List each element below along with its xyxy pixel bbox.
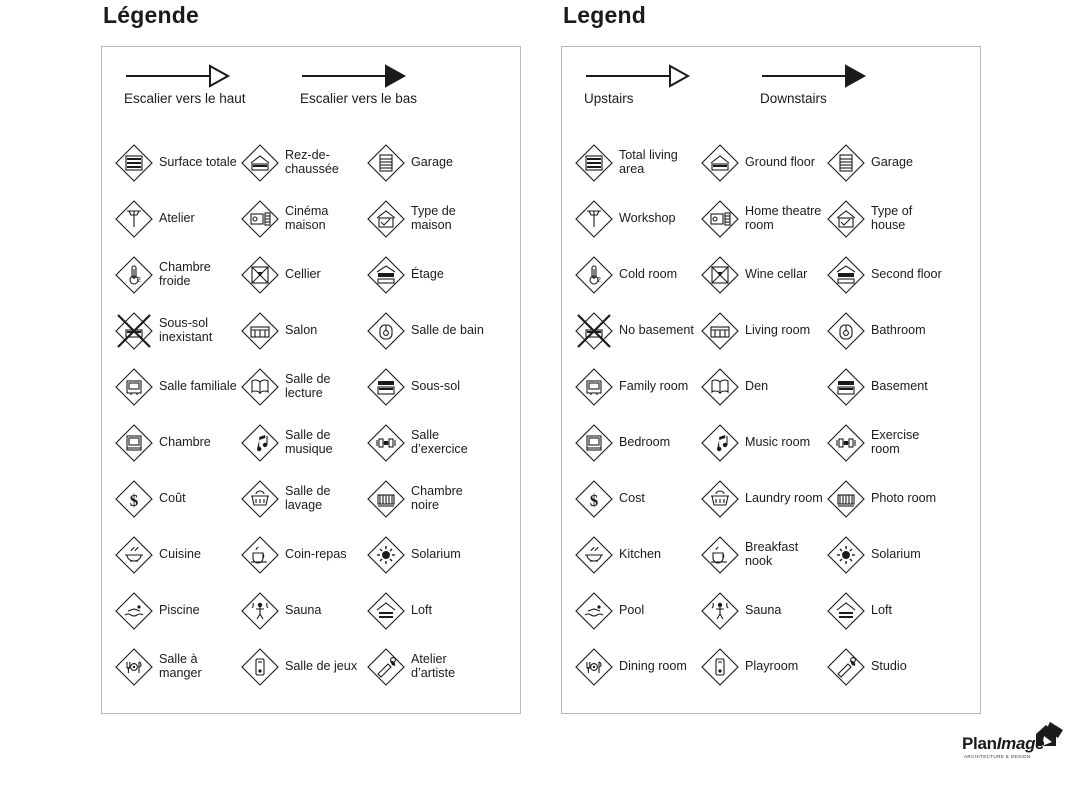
legend-item-label: Sauna [285,603,322,618]
loft-icon-wrapper [826,591,866,631]
legend-item [826,583,952,639]
legend-item-label: Bedroom [619,435,671,450]
legend-item [700,359,826,415]
pool-icon-wrapper [574,591,614,631]
legend-item [366,135,492,191]
legend-item-label: Basement [871,379,928,394]
studio-icon [366,647,406,687]
legend-item-label: Wine cellar [745,267,808,282]
ground-floor-icon [700,143,740,183]
legend-item-label: Salle de musique [285,428,333,456]
legend-item-label: No basement [619,323,694,338]
cost-icon-wrapper [574,479,614,519]
legend-item [240,247,366,303]
no-basement-icon [114,311,154,351]
music-room-icon [700,423,740,463]
svg-text:2: 2 [597,277,601,284]
wine-cellar-icon-wrapper [700,255,740,295]
home-theatre-icon-wrapper [700,199,740,239]
legend-item-label: Salle d’exercice [411,428,468,456]
legend-item-label: Cuisine [159,547,201,562]
legend-item-label: Photo room [871,491,937,506]
kitchen-icon [574,535,614,575]
legend-item [240,583,366,639]
home-theatre-icon [700,199,740,239]
legend-item-label: Breakfast nook [745,540,799,568]
legend-item [240,527,366,583]
wine-cellar-icon-wrapper [240,255,280,295]
cost-icon [114,479,154,519]
solarium-icon [366,535,406,575]
legend-item-label: Music room [745,435,811,450]
home-theatre-icon-wrapper [240,199,280,239]
arrow-up-stairs-outline-icon [124,63,234,89]
studio-icon [826,647,866,687]
kitchen-icon-wrapper [114,535,154,575]
breakfast-nook-icon-wrapper [700,535,740,575]
legend-item [574,415,700,471]
legend-item-label: Total living area [619,148,678,176]
legend-item [240,639,366,695]
solarium-icon [826,535,866,575]
legend-item [114,583,240,639]
stair-downstairs-en [760,63,930,106]
type-of-house-icon [366,199,406,239]
sauna-icon [240,591,280,631]
legend-panel-en [561,46,981,714]
legend-item [700,135,826,191]
exercise-room-icon [826,423,866,463]
exercise-room-icon-wrapper [826,423,866,463]
laundry-room-icon [240,479,280,519]
second-floor-icon [366,255,406,295]
cost-icon-wrapper [114,479,154,519]
legend-item-label: Coin-repas [285,547,347,562]
legend-item [700,191,826,247]
legend-item-label: Salle de jeux [285,659,358,674]
legend-item [574,527,700,583]
kitchen-icon [114,535,154,575]
garage-icon-wrapper [366,143,406,183]
dining-room-icon-wrapper [574,647,614,687]
legend-grid-en [574,135,970,695]
total-living-area-icon [574,143,614,183]
family-room-icon-wrapper [114,367,154,407]
wine-cellar-icon [700,255,740,295]
legend-item-label: Kitchen [619,547,662,562]
den-icon-wrapper [700,367,740,407]
legend-item-label: Pool [619,603,645,618]
legend-item-label: Dining room [619,659,687,674]
workshop-icon-wrapper [574,199,614,239]
bathroom-icon [826,311,866,351]
legend-item-label: Solarium [871,547,921,562]
type-of-house-icon-wrapper [826,199,866,239]
legend-item-label: Cinéma maison [285,204,329,232]
studio-icon-wrapper [366,647,406,687]
laundry-room-icon [700,479,740,519]
exercise-room-icon [366,423,406,463]
living-room-icon [700,311,740,351]
no-basement-icon-wrapper [574,311,614,351]
playroom-icon [240,647,280,687]
pool-icon [574,591,614,631]
legend-panel-fr [101,46,521,714]
dining-room-icon-wrapper [114,647,154,687]
legend-item [700,247,826,303]
laundry-room-icon-wrapper [700,479,740,519]
legend-item-label: Cost [619,491,645,506]
legend-item-label: Salle de lecture [285,372,331,400]
exercise-room-icon-wrapper [366,423,406,463]
stair-downstairs-label-fr: Escalier vers le bas [300,91,418,106]
legend-item-label: Bathroom [871,323,926,338]
bathroom-icon-wrapper [366,311,406,351]
music-room-icon-wrapper [240,423,280,463]
stair-downstairs-fr [300,63,470,106]
legend-item-label: Sauna [745,603,782,618]
logo-name-main: Plan [962,734,997,753]
garage-icon [366,143,406,183]
legend-item [366,359,492,415]
legend-item-label: Family room [619,379,689,394]
stair-downstairs-label-en: Downstairs [760,91,827,106]
music-room-icon [240,423,280,463]
legend-item [700,527,826,583]
legend-item [574,191,700,247]
legend-item-label: Home theatre room [745,204,822,232]
basement-icon-wrapper [366,367,406,407]
legend-item [240,303,366,359]
basement-icon [366,367,406,407]
arrow-up-stairs-outline-icon [584,63,694,89]
legend-item [366,303,492,359]
legend-item [826,471,952,527]
living-room-icon [240,311,280,351]
legend-item [574,583,700,639]
svg-text:2: 2 [137,277,141,284]
legend-item [826,135,952,191]
legend-item [826,191,952,247]
legend-item-label: Garage [411,155,454,170]
playroom-icon-wrapper [240,647,280,687]
legend-item-label: Salle à manger [159,652,202,680]
legend-item [700,639,826,695]
legend-item [114,359,240,415]
second-floor-icon-wrapper [826,255,866,295]
legend-item-label: Solarium [411,547,461,562]
stair-upstairs-label-en: Upstairs [584,91,634,106]
legend-item-label: Rez-de-chaussée [285,148,339,176]
breakfast-nook-icon [700,535,740,575]
legend-item-label: Sous-sol [411,379,460,394]
legend-item [366,527,492,583]
legend-item [826,303,952,359]
legend-item [114,303,240,359]
legend-item [114,471,240,527]
page-title-en: Legend [563,2,646,28]
legend-item [574,303,700,359]
legend-item-label: Second floor [871,267,942,282]
workshop-icon [574,199,614,239]
loft-icon [826,591,866,631]
legend-item-label: Salle de bain [411,323,484,338]
bedroom-icon [114,423,154,463]
total-living-area-icon-wrapper [114,143,154,183]
dining-room-icon [574,647,614,687]
den-icon-wrapper [240,367,280,407]
legend-item-label: Coût [159,491,186,506]
legend-item-label: Salle familiale [159,379,237,394]
legend-item [114,639,240,695]
legend-item [700,415,826,471]
laundry-room-icon-wrapper [240,479,280,519]
legend-item-label: Cold room [619,267,678,282]
cold-room-icon [574,255,614,295]
arrow-down-stairs-filled-icon [300,63,410,89]
logo-tagline: ARCHITECTURE & DESIGN [964,754,1031,759]
legend-item [366,191,492,247]
svg-text:$: $ [589,491,599,510]
family-room-icon-wrapper [574,367,614,407]
legend-item [240,359,366,415]
stairs-row-en [562,63,980,131]
stairs-row-fr [102,63,520,131]
legend-item [240,191,366,247]
bathroom-icon-wrapper [826,311,866,351]
legend-item-label: Chambre froide [159,260,211,288]
type-of-house-icon [826,199,866,239]
photo-room-icon-wrapper [826,479,866,519]
sauna-icon-wrapper [240,591,280,631]
legend-item [826,639,952,695]
kitchen-icon-wrapper [574,535,614,575]
loft-icon [366,591,406,631]
ground-floor-icon-wrapper [700,143,740,183]
legend-item-label: Type de maison [411,204,456,232]
stair-upstairs-en [584,63,754,106]
den-icon [240,367,280,407]
workshop-icon-wrapper [114,199,154,239]
sauna-icon [700,591,740,631]
solarium-icon-wrapper [366,535,406,575]
photo-room-icon [826,479,866,519]
svg-text:$: $ [129,491,139,510]
legend-item-label: Workshop [619,211,676,226]
legend-item [574,359,700,415]
legend-item [574,135,700,191]
legend-item [574,471,700,527]
legend-item-label: Garage [871,155,914,170]
legend-item-label: Den [745,379,769,394]
legend-grid-fr [114,135,510,695]
legend-item [700,303,826,359]
legend-item [114,527,240,583]
legend-item [574,639,700,695]
wine-cellar-icon [240,255,280,295]
photo-room-icon-wrapper [366,479,406,519]
legend-item [240,471,366,527]
family-room-icon [574,367,614,407]
sauna-icon-wrapper [700,591,740,631]
legend-item-label: Sous-sol inexistant [159,316,213,344]
cost-icon [574,479,614,519]
playroom-icon-wrapper [700,647,740,687]
legend-item-label: Surface totale [159,155,237,170]
logo-wordmark [962,734,1044,754]
legend-item-label: Chambre [159,435,211,450]
living-room-icon-wrapper [240,311,280,351]
stair-upstairs-label-fr: Escalier vers le haut [124,91,246,106]
dining-room-icon [114,647,154,687]
legend-item-label: Loft [411,603,433,618]
legend-item [366,639,492,695]
second-floor-icon-wrapper [366,255,406,295]
legend-item [574,247,700,303]
bedroom-icon-wrapper [114,423,154,463]
ground-floor-icon [240,143,280,183]
cold-room-icon-wrapper [574,255,614,295]
page-title-fr: Légende [103,2,199,28]
legend-item-label: Type of house [871,204,913,232]
legend-item [114,191,240,247]
arrow-down-stairs-filled-icon [760,63,870,89]
legend-item-label: Atelier [159,211,195,226]
type-of-house-icon-wrapper [366,199,406,239]
den-icon [700,367,740,407]
legend-item-label: Salon [285,323,318,338]
legend-item-label: Studio [871,659,907,674]
no-basement-icon [574,311,614,351]
bedroom-icon-wrapper [574,423,614,463]
cold-room-icon [114,255,154,295]
legend-item [826,415,952,471]
bathroom-icon [366,311,406,351]
legend-item [114,415,240,471]
legend-item-label: Ground floor [745,155,816,170]
pool-icon-wrapper [114,591,154,631]
legend-item-label: Atelier d’artiste [411,652,456,680]
breakfast-nook-icon-wrapper [240,535,280,575]
legend-item-label: Living room [745,323,811,338]
legend-item [826,527,952,583]
legend-item [114,135,240,191]
logo-name-italic: Image [996,734,1045,753]
legend-item [366,471,492,527]
legend-item-label: Étage [411,267,444,282]
playroom-icon [700,647,740,687]
legend-item [366,247,492,303]
legend-item-label: Salle de lavage [285,484,331,512]
legend-item-label: Cellier [285,267,321,282]
breakfast-nook-icon [240,535,280,575]
family-room-icon [114,367,154,407]
no-basement-icon-wrapper [114,311,154,351]
legend-item [366,415,492,471]
legend-item [826,359,952,415]
legend-item-label: Chambre noire [411,484,463,512]
legend-item [700,471,826,527]
pool-icon [114,591,154,631]
legend-item [240,415,366,471]
legend-item-label: Loft [871,603,893,618]
photo-room-icon [366,479,406,519]
living-room-icon-wrapper [700,311,740,351]
cold-room-icon-wrapper [114,255,154,295]
total-living-area-icon-wrapper [574,143,614,183]
legend-item-label: Exercise room [871,428,920,456]
basement-icon [826,367,866,407]
garage-icon-wrapper [826,143,866,183]
legend-item [826,247,952,303]
total-living-area-icon [114,143,154,183]
workshop-icon [114,199,154,239]
bedroom-icon [574,423,614,463]
solarium-icon-wrapper [826,535,866,575]
planimage-logo [962,728,1070,774]
legend-item-label: Playroom [745,659,799,674]
legend-item [366,583,492,639]
ground-floor-icon-wrapper [240,143,280,183]
legend-item-label: Piscine [159,603,200,618]
music-room-icon-wrapper [700,423,740,463]
studio-icon-wrapper [826,647,866,687]
legend-item [700,583,826,639]
legend-item-label: Laundry room [745,491,823,506]
loft-icon-wrapper [366,591,406,631]
stair-upstairs-fr [124,63,294,106]
second-floor-icon [826,255,866,295]
basement-icon-wrapper [826,367,866,407]
legend-item [114,247,240,303]
legend-item [240,135,366,191]
home-theatre-icon [240,199,280,239]
garage-icon [826,143,866,183]
